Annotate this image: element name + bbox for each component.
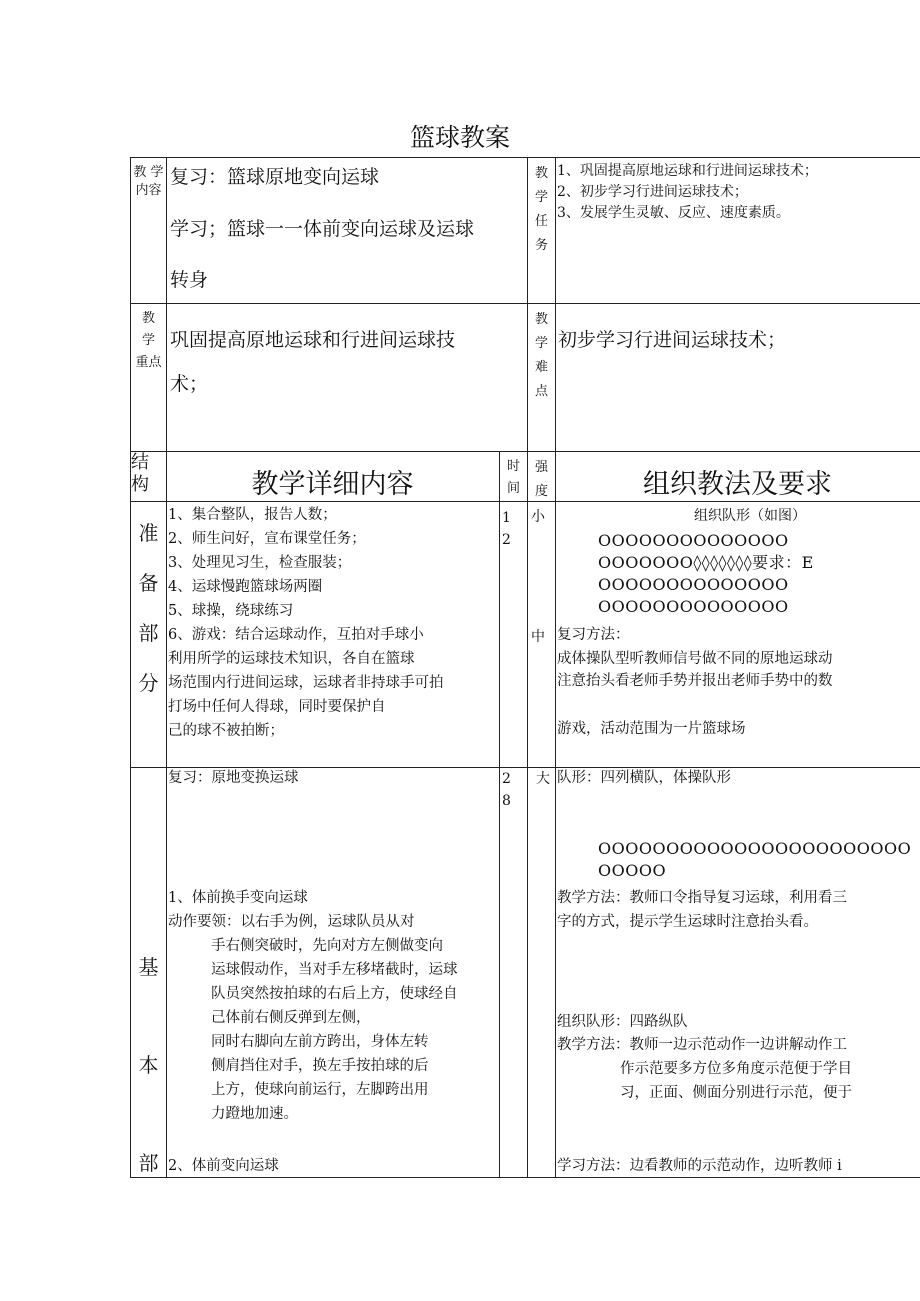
- teach2-line: 作示范要多方位多角度示范便于学目: [620, 1061, 852, 1077]
- review-method-line: 注意抬头看老师手势并报出老师手势中的数: [557, 673, 833, 689]
- game-text: 游戏，活动范围为一片篮球场: [557, 721, 746, 737]
- list-item: 己的球不被拍断；: [168, 723, 284, 739]
- content-learn-cont: 转身: [170, 269, 209, 291]
- item2-title: 2、体前变向运球: [168, 1158, 279, 1174]
- formation-row: OOOOOOOOOOOOOO: [598, 575, 789, 594]
- list-item: 4、运球慢跑篮球场两圈: [168, 579, 323, 595]
- item1-line: 力蹬地加速。: [211, 1106, 298, 1122]
- review-method-title: 复习方法：: [557, 627, 630, 643]
- formation-title: 组织队形（如图）: [694, 508, 806, 524]
- header-detail: 教学详细内容: [251, 469, 414, 500]
- basic-formation: 队形：四列横队，体操队形: [557, 770, 731, 786]
- teach2-line: 习，正面、侧面分别进行示范，便于: [620, 1085, 852, 1101]
- study-method: 学习方法：边看教师的示范动作，边听教师 i: [557, 1158, 842, 1174]
- prep-intensity-low: 小: [531, 509, 545, 525]
- header-structure: 结 构: [131, 452, 149, 495]
- list-item: 3、处理见习生，检查服装；: [168, 555, 352, 571]
- item1-line: 运球假动作，当对手左移堵截时，运球: [211, 962, 458, 978]
- list-item: 打场中任何人得球，同时要保护自: [168, 699, 386, 715]
- focus-text-cont: 术；: [170, 373, 209, 395]
- content-learn: 学习；篮球一一体前变向运球及运球: [170, 218, 475, 240]
- list-item: 场范围内行进间运球，运球者非持球手可拍: [168, 675, 444, 691]
- task-item: 2、初步学习行进间运球技术；: [557, 184, 748, 200]
- basic-time: 2 8: [502, 771, 511, 809]
- list-item: 5、球操，绕球练习: [168, 603, 294, 619]
- item1-line: 队员突然按拍球的右后上方，使球经自: [211, 986, 458, 1002]
- difficulty-label: 教 学 难 点: [534, 312, 548, 399]
- item1-line: 己体前右侧反弹到左侧，: [211, 1010, 371, 1026]
- difficulty-text: 初步学习行进间运球技术；: [558, 329, 787, 351]
- review-method-line: 成体操队型听教师信号做不同的原地运球动: [557, 651, 833, 667]
- formation-row: OOOOOOOOOOOOOO: [598, 531, 789, 550]
- item1-line: 上方，使球向前运行，左脚跨出用: [211, 1082, 429, 1098]
- focus-text: 巩固提高原地运球和行进间运球技: [170, 329, 456, 351]
- basic-review: 复习：原地变换运球: [168, 770, 299, 786]
- task-list: [557, 161, 818, 224]
- org-formation: 组织队形：四路纵队: [557, 1014, 688, 1030]
- formation-row: OOOOOOOOOOOOOO: [598, 597, 789, 616]
- item1-line: 手右侧突破时，先向对方左侧做变向: [211, 938, 443, 954]
- task-item: 3、发展学生灵敏、反应、速度素质。: [557, 205, 790, 221]
- formation-diagram: [598, 530, 814, 618]
- header-method: 组织教法及要求: [643, 469, 832, 500]
- content-label: 教 学 内容: [133, 165, 164, 198]
- list-item: 1、集合整队，报告人数；: [168, 507, 337, 523]
- item1-title: 1、体前换手变向运球: [168, 890, 308, 906]
- teach-method-line: 字的方式，提示学生运球时注意抬头看。: [557, 914, 818, 930]
- teach2-line: 教学方法：教师一边示范动作一边讲解动作工: [557, 1037, 847, 1053]
- list-item: 2、师生问好，宣布课堂任务；: [168, 531, 366, 547]
- prep-intensity-mid: 中: [531, 629, 545, 645]
- focus-label: 教 学 重点: [135, 311, 162, 370]
- prep-list: [168, 503, 444, 743]
- basic-intensity: 大: [536, 771, 550, 787]
- list-item: 6、游戏：结合运球动作，互拍对手球小: [168, 627, 424, 643]
- task-label: 教 学 任 务: [534, 166, 548, 253]
- basic-label: 基 本 部: [138, 955, 159, 1175]
- page-title: 篮球教案: [409, 123, 510, 152]
- formation-row: OOOOOOOOOOOOOOOOOOOOOOO: [598, 839, 912, 858]
- task-item: 1、巩固提高原地运球和行进间运球技术；: [557, 163, 818, 179]
- list-item: 利用所学的运球技术知识，各自在篮球: [168, 651, 415, 667]
- basic-formation-diagram: [598, 838, 911, 882]
- teach-method-line: 教学方法：教师口令指导复习运球，利用看三: [557, 890, 847, 906]
- formation-row: OOOOO: [598, 861, 667, 880]
- content-review: 复习：篮球原地变向运球: [170, 166, 380, 188]
- header-intensity: 强 度: [534, 460, 548, 499]
- item1-line: 同时右脚向左前方跨出，身体左转: [211, 1034, 429, 1050]
- header-time: 时 间: [506, 459, 520, 496]
- item1-line: 动作要领：以右手为例，运球队员从对: [168, 914, 415, 930]
- item1-line: 侧肩挡住对手，换左手按拍球的后: [211, 1058, 429, 1074]
- formation-row: OOOOOOO◊◊◊◊◊◊◊要求：E: [598, 553, 814, 572]
- prep-label: 准 备 部 分: [138, 521, 159, 695]
- prep-time: 1 2: [502, 510, 511, 548]
